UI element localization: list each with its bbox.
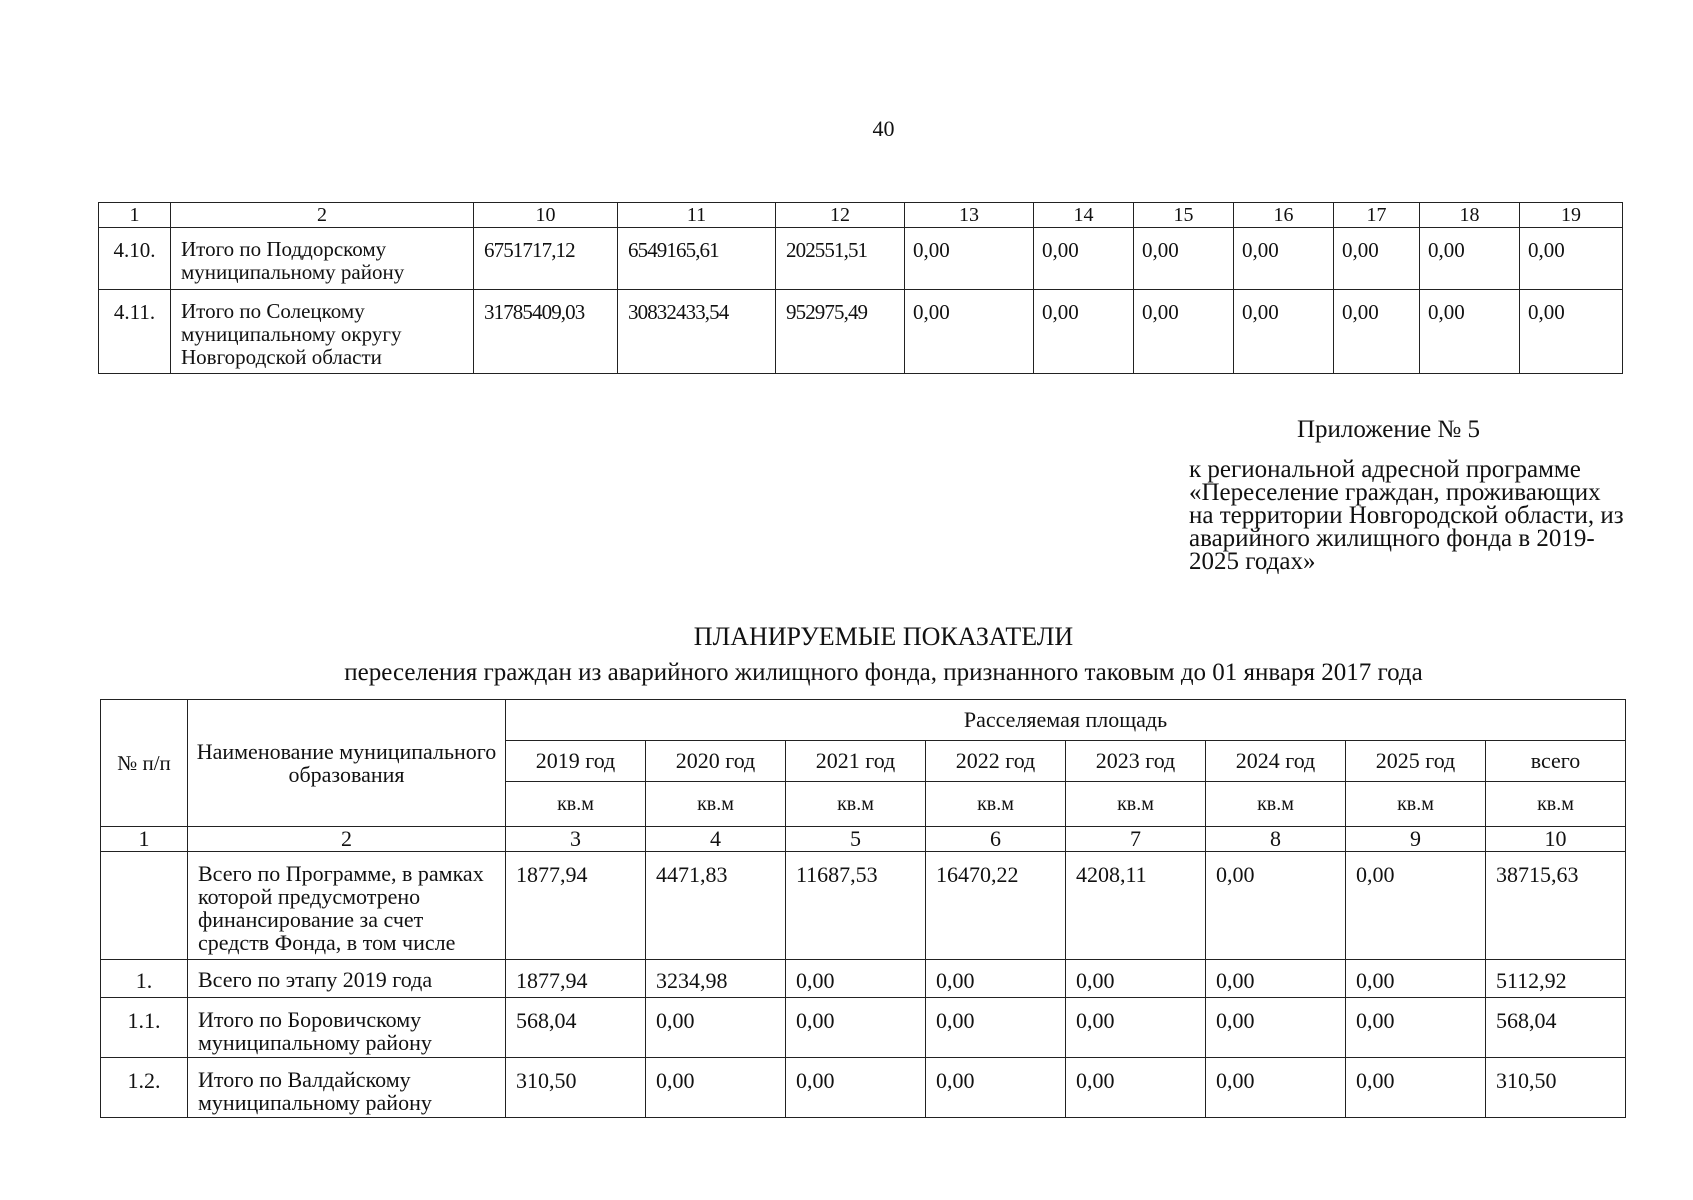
table-row bbox=[101, 998, 1626, 1058]
document-subtitle: переселения граждан из аварийного жилищного фонда, признанного таковым до 01 января 2017 года bbox=[344, 659, 1423, 686]
unit-header: кв.м bbox=[506, 782, 646, 827]
unit-header: кв.м bbox=[1346, 782, 1486, 827]
page-number: 40 bbox=[872, 116, 895, 141]
cell-value: 0,00 bbox=[646, 1058, 786, 1118]
cell-value: 1877,94 bbox=[506, 852, 646, 960]
cell-value: 0,00 bbox=[1234, 290, 1334, 374]
column-number: 2 bbox=[171, 203, 474, 228]
cell-value: 0,00 bbox=[926, 1058, 1066, 1118]
cell-value: 1877,94 bbox=[506, 960, 646, 998]
cell-value: 0,00 bbox=[1206, 998, 1346, 1058]
column-number: 18 bbox=[1420, 203, 1520, 228]
row-number: 1.2. bbox=[101, 1058, 188, 1118]
cell-value: 0,00 bbox=[1134, 228, 1234, 290]
unit-header: кв.м bbox=[1486, 782, 1626, 827]
column-number-row bbox=[101, 827, 1626, 852]
column-number: 10 bbox=[1486, 827, 1626, 852]
cell-value: 0,00 bbox=[1134, 290, 1234, 374]
cell-value: 0,00 bbox=[926, 998, 1066, 1058]
year-header: 2024 год bbox=[1206, 741, 1346, 782]
cell-value: 0,00 bbox=[926, 960, 1066, 998]
row-name: Итого по Поддорскому муниципальному району bbox=[171, 228, 474, 290]
cell-value: 3234,98 bbox=[646, 960, 786, 998]
cell-value: 0,00 bbox=[1034, 228, 1134, 290]
cell-value: 952975,49 bbox=[776, 290, 905, 374]
cell-value: 310,50 bbox=[1486, 1058, 1626, 1118]
column-number: 3 bbox=[506, 827, 646, 852]
column-number: 6 bbox=[926, 827, 1066, 852]
row-number: 1.1. bbox=[101, 998, 188, 1058]
unit-header: кв.м bbox=[646, 782, 786, 827]
row-number: 1. bbox=[101, 960, 188, 998]
indicators-table bbox=[100, 699, 1626, 1118]
cell-value: 0,00 bbox=[905, 228, 1034, 290]
cell-value: 0,00 bbox=[1206, 1058, 1346, 1118]
unit-header: кв.м bbox=[786, 782, 926, 827]
cell-value: 11687,53 bbox=[786, 852, 926, 960]
cell-value: 30832433,54 bbox=[618, 290, 776, 374]
row-name: Итого по Валдайскому муниципальному району bbox=[188, 1058, 506, 1118]
table-row bbox=[101, 960, 1626, 998]
column-number: 16 bbox=[1234, 203, 1334, 228]
cell-value: 0,00 bbox=[1334, 290, 1420, 374]
row-name: Итого по Боровичскому муниципальному району bbox=[188, 998, 506, 1058]
year-header: 2020 год bbox=[646, 741, 786, 782]
column-number: 14 bbox=[1034, 203, 1134, 228]
column-number: 5 bbox=[786, 827, 926, 852]
cell-value: 0,00 bbox=[1066, 960, 1206, 998]
unit-header: кв.м bbox=[926, 782, 1066, 827]
column-number: 19 bbox=[1520, 203, 1623, 228]
document-title: ПЛАНИРУЕМЫЕ ПОКАЗАТЕЛИ bbox=[693, 622, 1074, 651]
cell-value: 0,00 bbox=[1206, 852, 1346, 960]
column-number: 7 bbox=[1066, 827, 1206, 852]
cell-value: 0,00 bbox=[1066, 998, 1206, 1058]
cell-value: 4471,83 bbox=[646, 852, 786, 960]
cell-value: 0,00 bbox=[1346, 852, 1486, 960]
cell-value: 0,00 bbox=[1334, 228, 1420, 290]
cell-value: 202551,51 bbox=[776, 228, 905, 290]
table-row bbox=[99, 290, 1623, 374]
cell-value: 0,00 bbox=[646, 998, 786, 1058]
column-number: 1 bbox=[101, 827, 188, 852]
year-header: 2019 год bbox=[506, 741, 646, 782]
year-header: 2021 год bbox=[786, 741, 926, 782]
column-number: 13 bbox=[905, 203, 1034, 228]
column-number: 11 bbox=[618, 203, 776, 228]
table-row bbox=[101, 852, 1626, 960]
column-number: 17 bbox=[1334, 203, 1420, 228]
cell-value: 0,00 bbox=[1346, 998, 1486, 1058]
cell-value: 0,00 bbox=[1234, 228, 1334, 290]
row-name: Всего по этапу 2019 года bbox=[188, 960, 506, 998]
cell-value: 568,04 bbox=[506, 998, 646, 1058]
cell-value: 568,04 bbox=[1486, 998, 1626, 1058]
column-header-name: Наименование муниципального образования bbox=[188, 700, 506, 827]
cell-value: 0,00 bbox=[905, 290, 1034, 374]
row-number: 4.10. bbox=[99, 228, 171, 290]
table-row bbox=[101, 1058, 1626, 1118]
continuation-table bbox=[98, 202, 1623, 374]
column-group-header: Расселяемая площадь bbox=[506, 700, 1626, 741]
column-header-number: № п/п bbox=[101, 700, 188, 827]
cell-value: 31785409,03 bbox=[474, 290, 618, 374]
unit-header: кв.м bbox=[1206, 782, 1346, 827]
cell-value: 5112,92 bbox=[1486, 960, 1626, 998]
cell-value: 0,00 bbox=[786, 960, 926, 998]
cell-value: 0,00 bbox=[786, 998, 926, 1058]
cell-value: 0,00 bbox=[786, 1058, 926, 1118]
year-header: всего bbox=[1486, 741, 1626, 782]
cell-value: 0,00 bbox=[1066, 1058, 1206, 1118]
appendix-body: к региональной адресной программе «Переселение граждан, проживающих на территории Новгородской области, из аварийного жилищного фонда в 2019-2025 годах» bbox=[1189, 456, 1624, 575]
cell-value: 310,50 bbox=[506, 1058, 646, 1118]
cell-value: 0,00 bbox=[1520, 290, 1623, 374]
year-header: 2022 год bbox=[926, 741, 1066, 782]
column-number: 10 bbox=[474, 203, 618, 228]
row-number bbox=[101, 852, 188, 960]
table-header-row bbox=[101, 700, 1626, 741]
column-number-row bbox=[99, 203, 1623, 228]
column-number: 4 bbox=[646, 827, 786, 852]
unit-header: кв.м bbox=[1066, 782, 1206, 827]
row-name: Всего по Программе, в рамках которой предусмотрено финансирование за счет средств Фонда, в том числе bbox=[188, 852, 506, 960]
column-number: 2 bbox=[188, 827, 506, 852]
cell-value: 38715,63 bbox=[1486, 852, 1626, 960]
row-number: 4.11. bbox=[99, 290, 171, 374]
cell-value: 0,00 bbox=[1420, 228, 1520, 290]
column-number: 15 bbox=[1134, 203, 1234, 228]
cell-value: 0,00 bbox=[1420, 290, 1520, 374]
column-number: 1 bbox=[99, 203, 171, 228]
cell-value: 0,00 bbox=[1206, 960, 1346, 998]
cell-value: 0,00 bbox=[1520, 228, 1623, 290]
column-number: 12 bbox=[776, 203, 905, 228]
row-name: Итого по Солецкому муниципальному округу Новгородской области bbox=[171, 290, 474, 374]
table-row bbox=[99, 228, 1623, 290]
cell-value: 0,00 bbox=[1346, 960, 1486, 998]
column-number: 8 bbox=[1206, 827, 1346, 852]
year-header: 2023 год bbox=[1066, 741, 1206, 782]
cell-value: 4208,11 bbox=[1066, 852, 1206, 960]
cell-value: 16470,22 bbox=[926, 852, 1066, 960]
appendix-title: Приложение № 5 bbox=[1297, 416, 1481, 443]
cell-value: 6549165,61 bbox=[618, 228, 776, 290]
year-header: 2025 год bbox=[1346, 741, 1486, 782]
cell-value: 6751717,12 bbox=[474, 228, 618, 290]
column-number: 9 bbox=[1346, 827, 1486, 852]
cell-value: 0,00 bbox=[1034, 290, 1134, 374]
cell-value: 0,00 bbox=[1346, 1058, 1486, 1118]
